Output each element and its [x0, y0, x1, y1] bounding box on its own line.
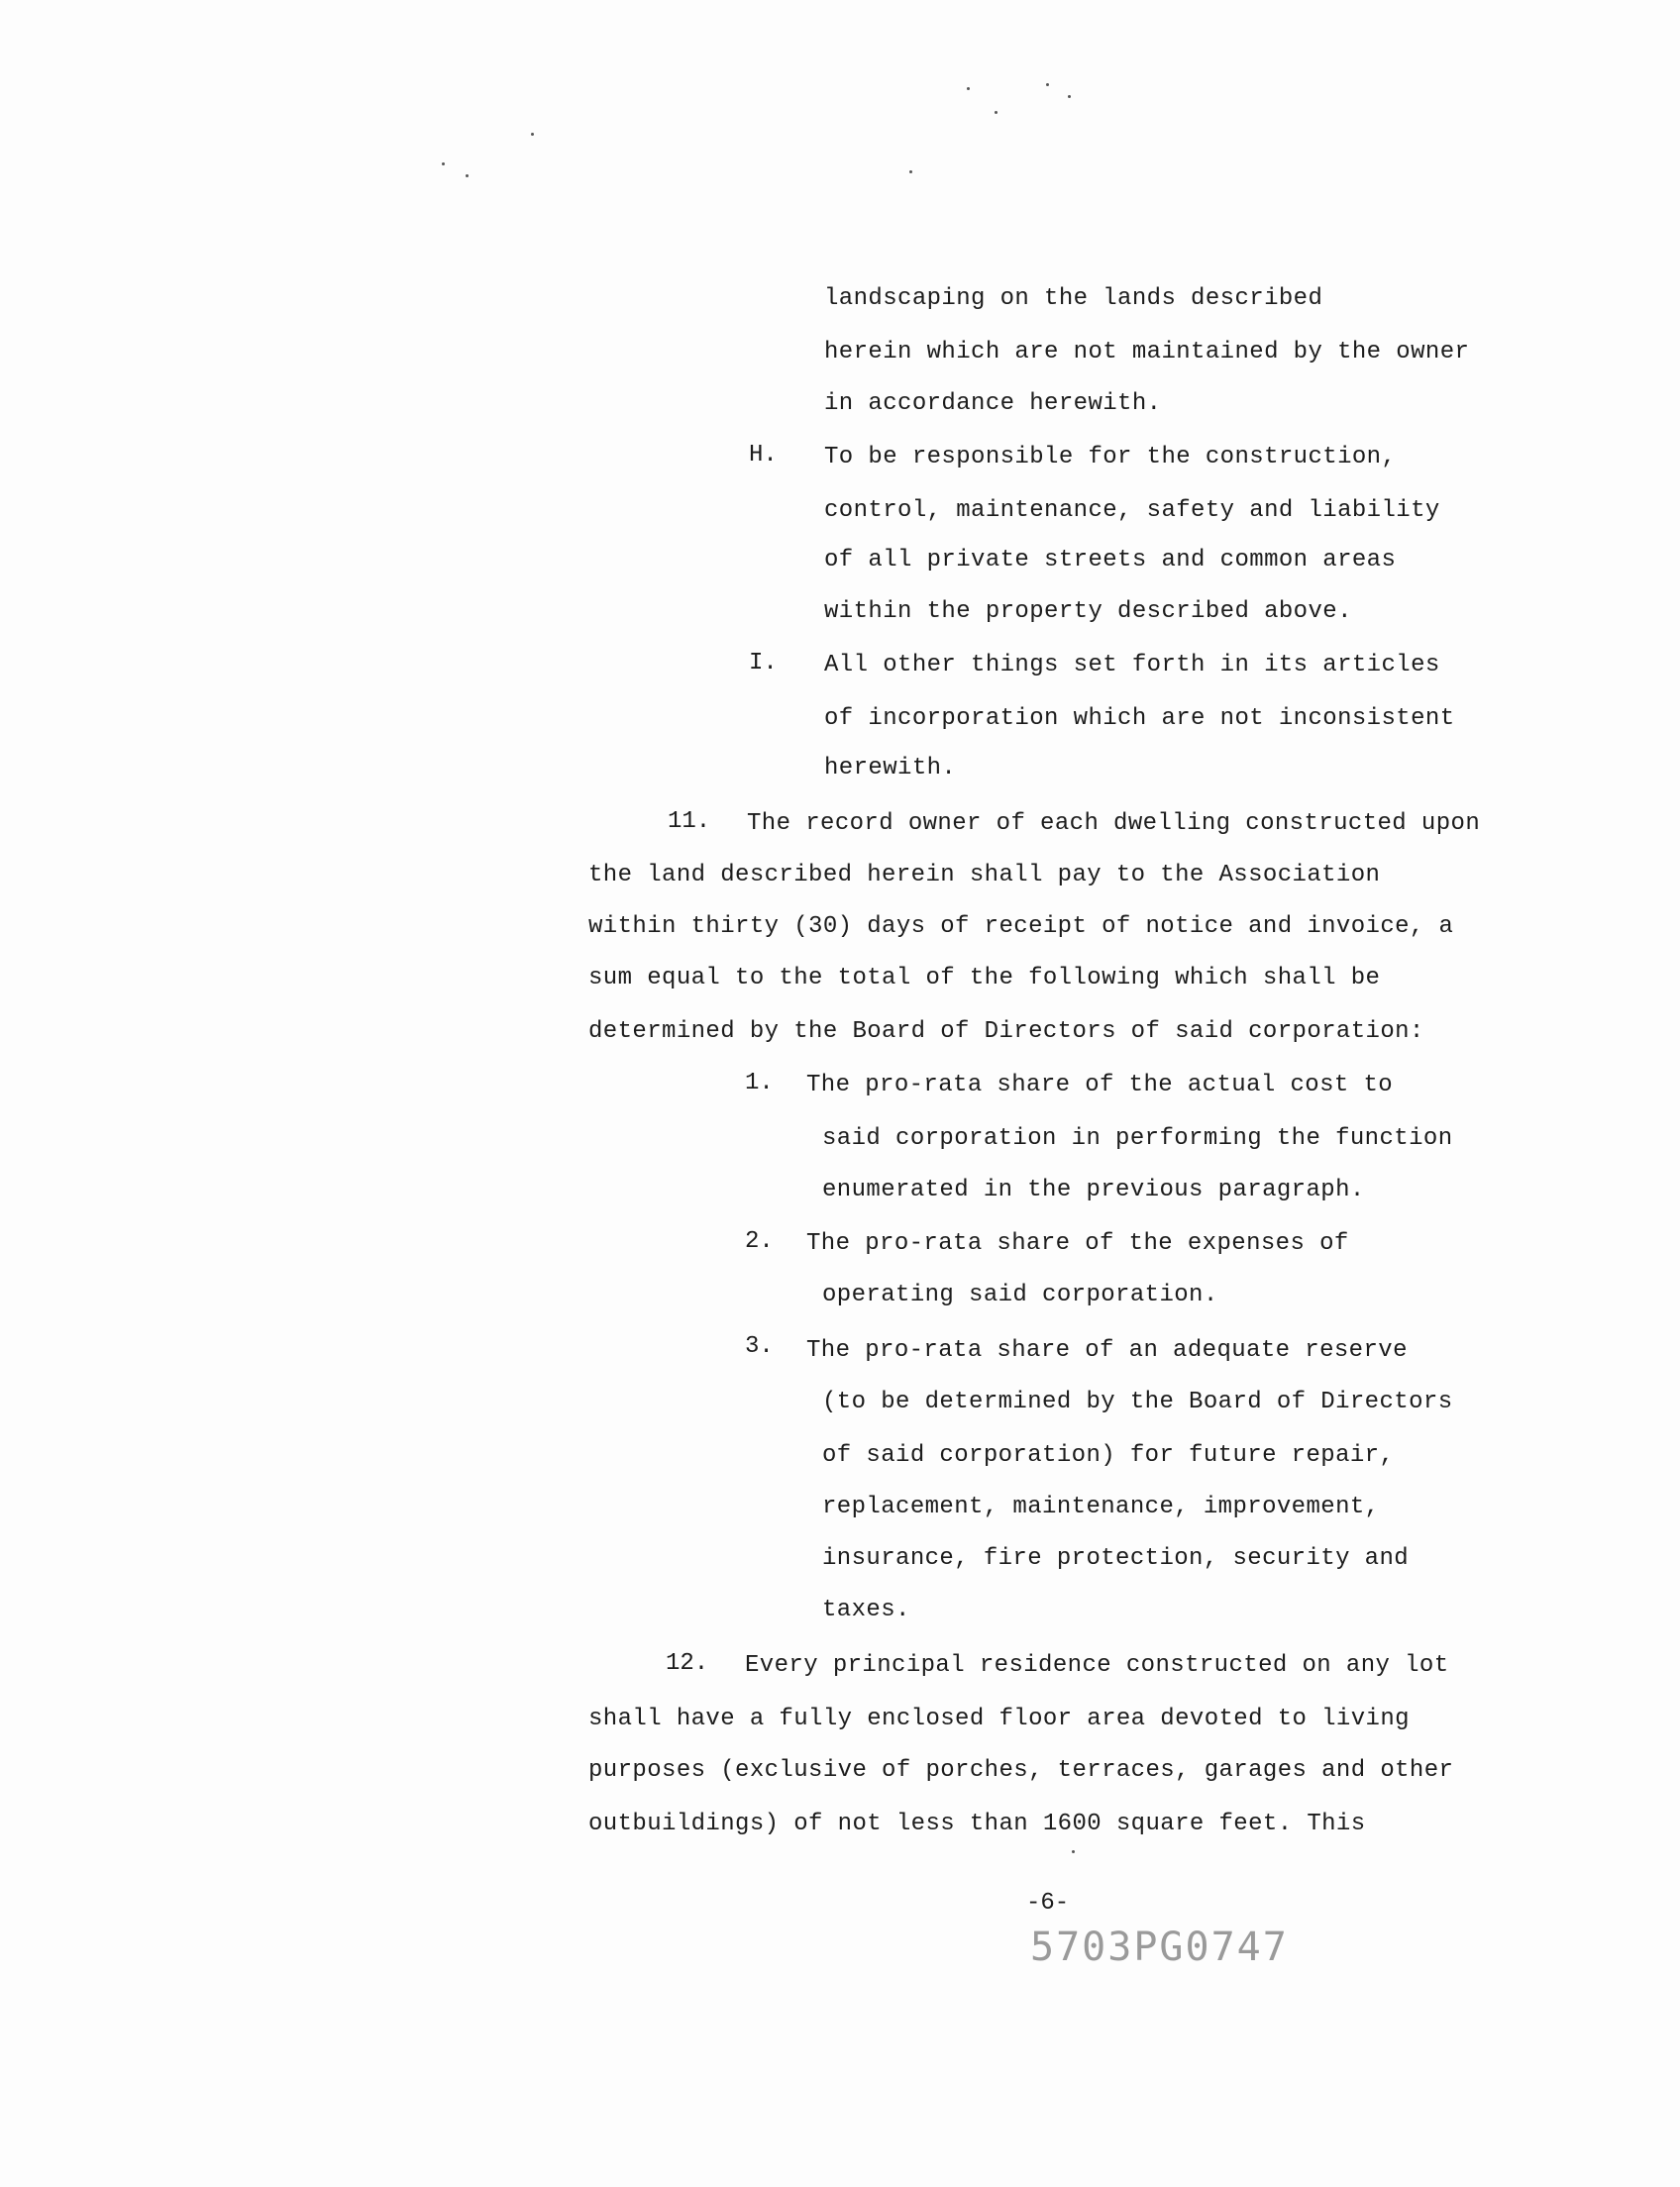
scan-speck [531, 133, 534, 136]
section-i-line: herewith. [824, 755, 957, 781]
scan-speck [1072, 1850, 1075, 1853]
scan-speck [1046, 83, 1049, 86]
paragraph-11-line: within thirty (30) days of receipt of notice and invoice, a [588, 913, 1454, 940]
scan-speck [1068, 95, 1071, 98]
paragraph-11-number: 11. [668, 808, 711, 835]
section-h-line: within the property described above. [824, 598, 1352, 625]
item-1-line: said corporation in performing the function [822, 1125, 1453, 1152]
section-i-line: All other things set forth in its articles [824, 652, 1440, 678]
item-3-line: (to be determined by the Board of Directors [822, 1389, 1453, 1415]
item-2-first-line: The pro-rata share of the expenses of [806, 1230, 1349, 1257]
section-h-line: control, maintenance, safety and liability [824, 497, 1440, 524]
paragraph-11-line: the land described herein shall pay to the Association [588, 862, 1381, 888]
paragraph-12-line: shall have a fully enclosed floor area devoted to living [588, 1706, 1410, 1732]
item-2-line: operating said corporation. [822, 1282, 1218, 1308]
paragraph-12-first-line: Every principal residence constructed on any lot [745, 1652, 1449, 1679]
section-i-marker: I. [749, 650, 778, 677]
paragraph-11-line: sum equal to the total of the following which shall be [588, 965, 1381, 991]
item-3-marker: 3. [745, 1333, 774, 1360]
section-h-line: To be responsible for the construction, [824, 444, 1397, 470]
paragraph-12-line: outbuildings) of not less than 1600 square feet. This [588, 1811, 1366, 1837]
section-i-line: of incorporation which are not inconsistent [824, 705, 1455, 732]
item-3-line: taxes. [822, 1597, 910, 1623]
item-1-marker: 1. [745, 1070, 774, 1096]
item-3-line: replacement, maintenance, improvement, [822, 1494, 1380, 1520]
item-1-line: enumerated in the previous paragraph. [822, 1177, 1365, 1203]
paragraph-11-first-line: The record owner of each dwelling constructed upon [747, 810, 1481, 837]
scan-speck [442, 162, 445, 165]
item-3-first-line: The pro-rata share of an adequate reserve [806, 1337, 1408, 1364]
paragraph-11-line: determined by the Board of Directors of said corporation: [588, 1018, 1424, 1045]
section-g-line: landscaping on the lands described [824, 285, 1323, 312]
section-g-line: herein which are not maintained by the owner [824, 339, 1470, 365]
page-number: -6- [1026, 1890, 1070, 1917]
item-3-line: of said corporation) for future repair, [822, 1442, 1395, 1469]
section-h-line: of all private streets and common areas [824, 547, 1397, 573]
scan-speck [967, 87, 970, 90]
scan-speck [466, 174, 469, 177]
item-2-marker: 2. [745, 1228, 774, 1255]
item-1-first-line: The pro-rata share of the actual cost to [806, 1072, 1394, 1098]
scan-speck [909, 170, 912, 173]
scan-speck [995, 111, 998, 114]
recording-stamp: 5703PG0747 [1030, 1925, 1289, 1970]
section-h-marker: H. [749, 442, 778, 469]
section-g-line: in accordance herewith. [824, 390, 1162, 417]
paragraph-12-line: purposes (exclusive of porches, terraces, garages and other [588, 1757, 1454, 1784]
item-3-line: insurance, fire protection, security and [822, 1545, 1410, 1572]
paragraph-12-number: 12. [666, 1650, 709, 1677]
